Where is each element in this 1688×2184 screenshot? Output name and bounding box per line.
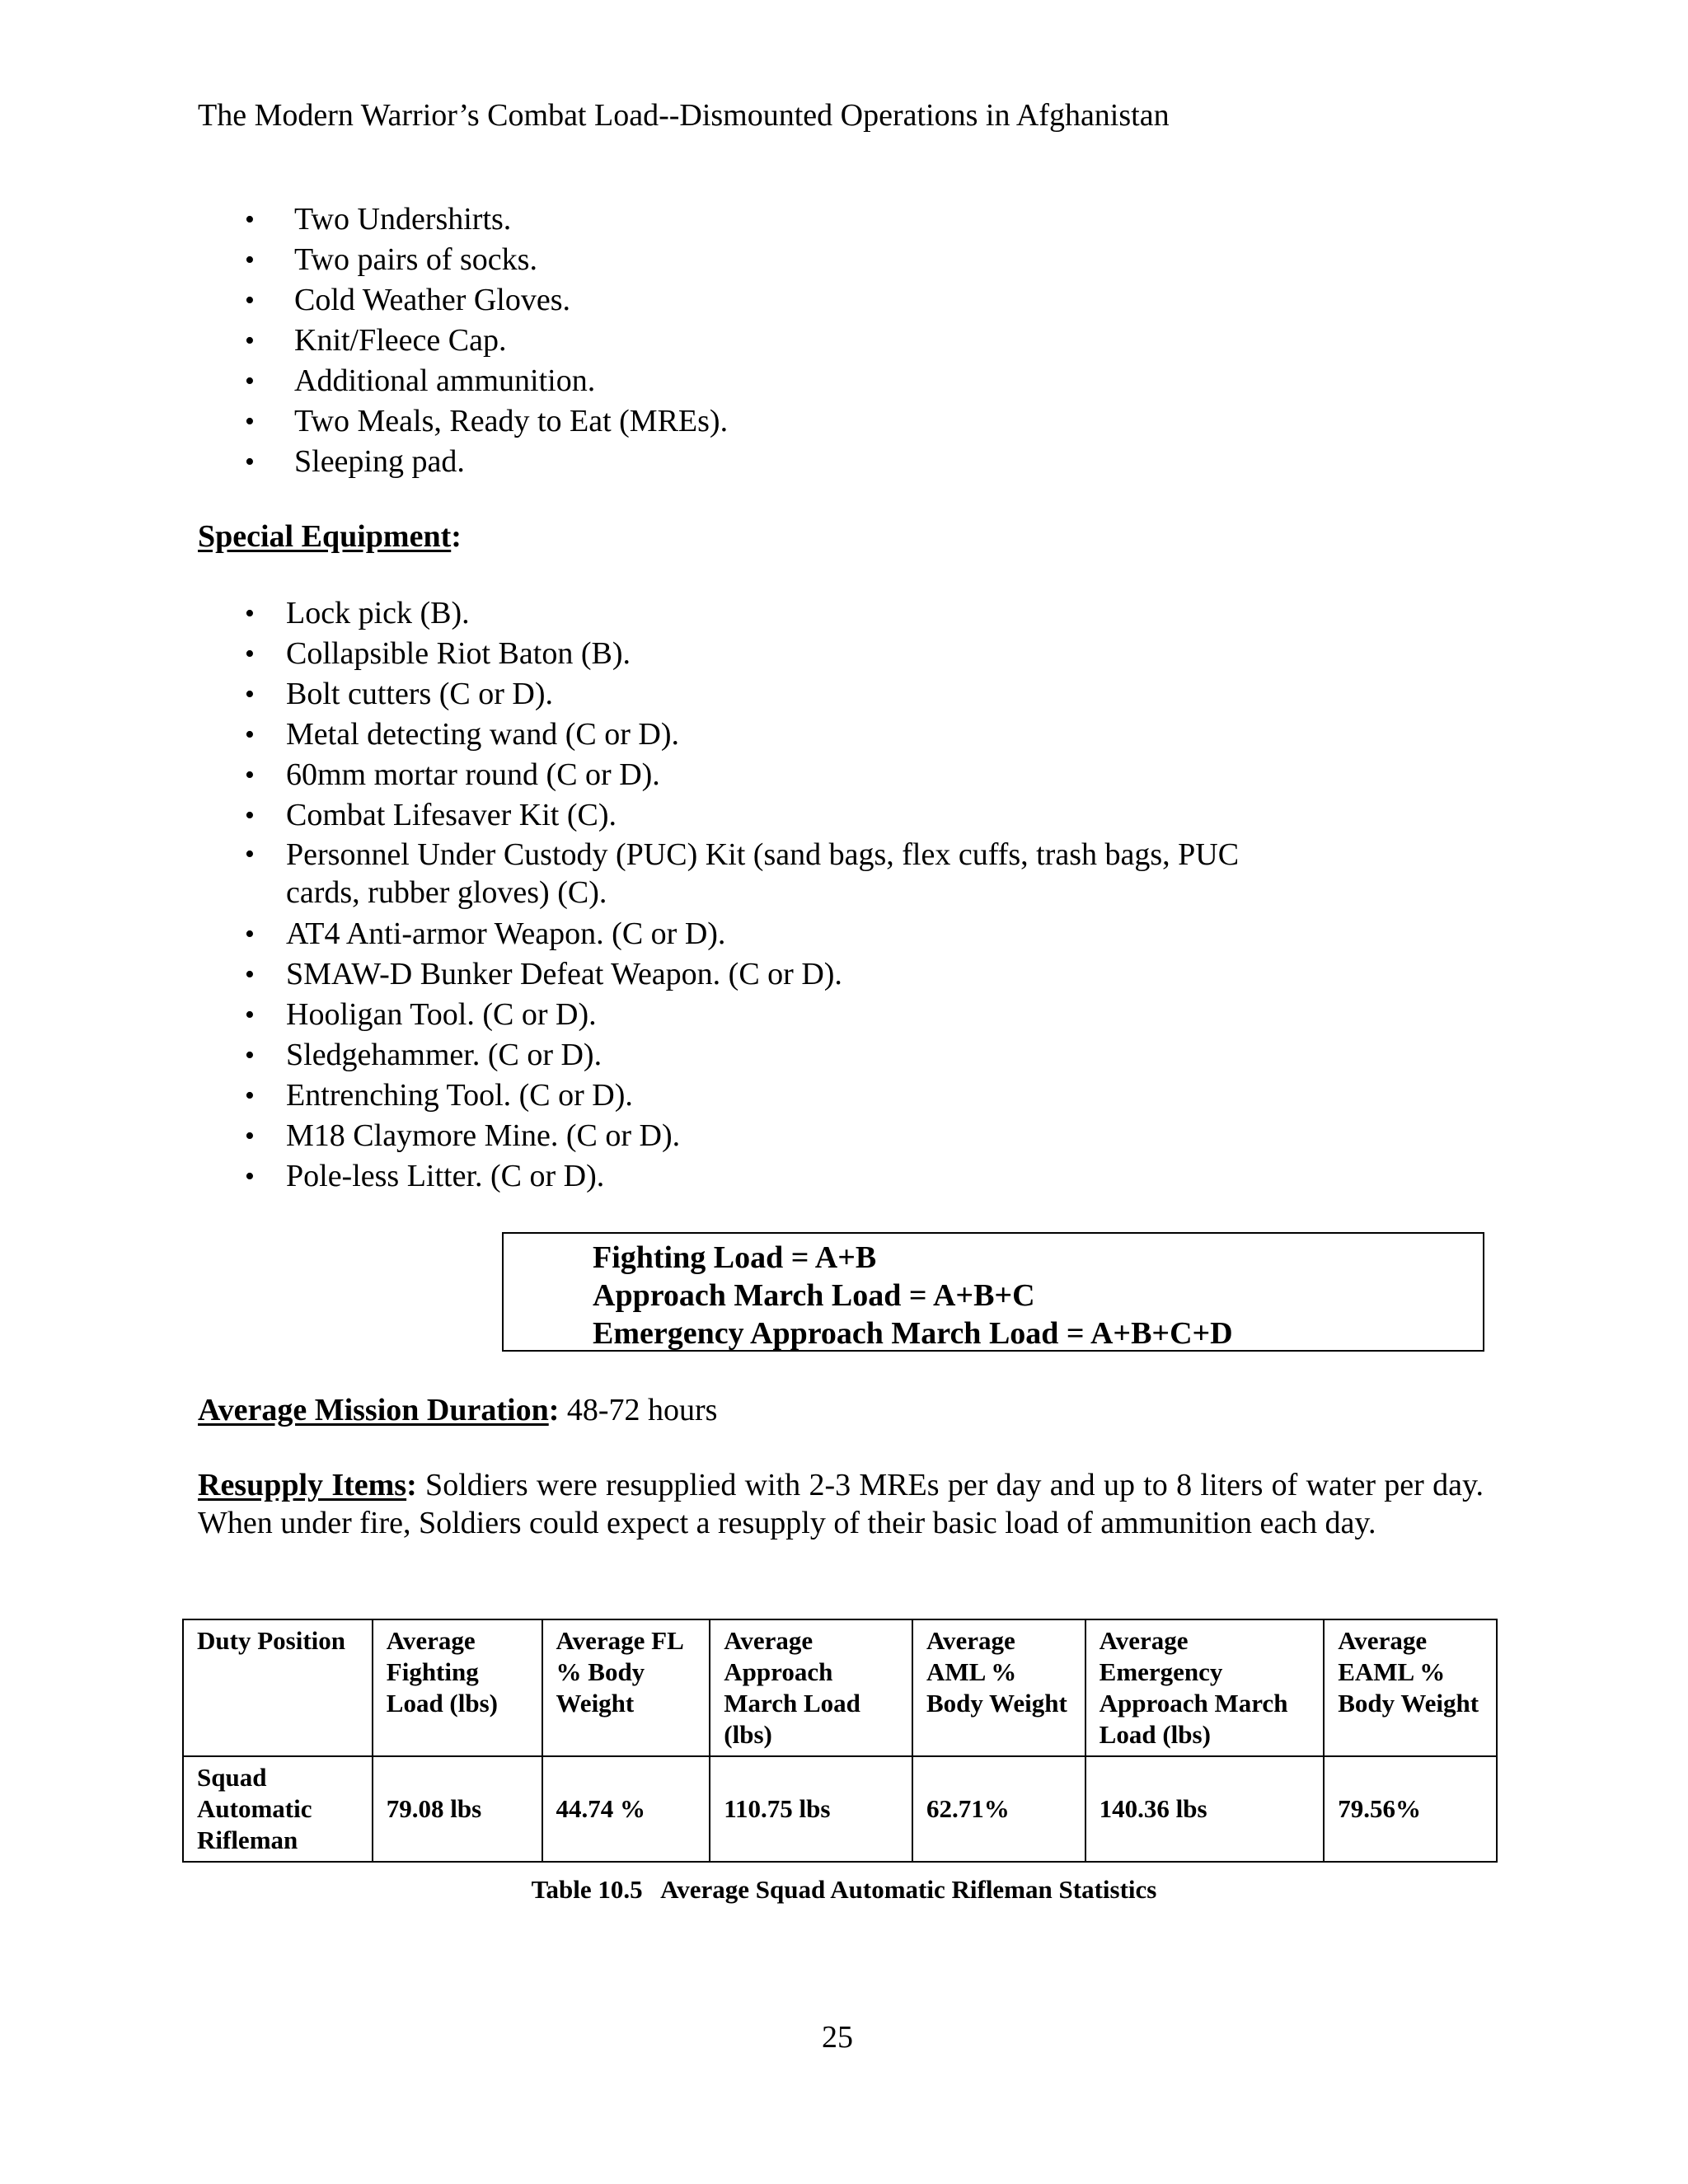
table-header-cell: Duty Position [183,1619,373,1756]
table-header-row [183,1619,1497,1756]
running-header: The Modern Warrior’s Combat Load--Dismounted Operations in Afghanistan [198,98,1170,133]
table-header-cell: Average Approach March Load (lbs) [710,1619,912,1756]
resupply-paragraph: Resupply Items: Soldiers were resupplied with 2-3 MREs per day and up to 8 liters of water per day. When under fire, Soldiers could expect a resupply of their basic load of ammunition each day. [198,1468,1484,1540]
table-cell: 140.36 lbs [1085,1756,1325,1862]
fighting-load-formula: Fighting Load = A+B [593,1240,877,1275]
bullet-icon: • [245,1040,255,1071]
bullet-icon: • [245,1161,255,1192]
list-item: • Sleeping pad. [245,442,1401,482]
resupply-label: Resupply Items [198,1468,407,1502]
table-header-cell: Average FL % Body Weight [542,1619,710,1756]
bullet-icon: • [245,1000,255,1030]
mission-duration-label: Average Mission Duration [198,1393,549,1427]
emergency-approach-march-load-formula: Emergency Approach March Load = A+B+C+D [593,1316,1233,1351]
table-header-cell: Average Fighting Load (lbs) [373,1619,542,1756]
table-row [183,1756,1497,1862]
bullet-icon: • [245,639,255,669]
list-item: • Two pairs of socks. [245,240,1401,280]
table-cell: 62.71% [912,1756,1085,1862]
approach-march-load-formula: Approach March Load = A+B+C [593,1278,1035,1313]
table-header-cell: Average AML % Body Weight [912,1619,1085,1756]
list-item: • Hooligan Tool. (C or D). [245,995,1278,1035]
bullet-icon: • [245,719,255,750]
bullet-icon: • [245,760,255,790]
special-equipment-list [0,593,1278,1197]
table-caption: Table 10.5 Average Squad Automatic Rifleman Statistics [531,1875,1157,1904]
list-item: • Sledgehammer. (C or D). [245,1035,1278,1076]
table-cell: 79.08 lbs [373,1756,542,1862]
table-cell: 110.75 lbs [710,1756,912,1862]
list-item: • Entrenching Tool. (C or D). [245,1076,1278,1116]
rifleman-statistics-table [182,1619,1498,1863]
list-item: • Two Meals, Ready to Eat (MREs). [245,401,1401,442]
list-item: • Metal detecting wand (C or D). [245,715,1278,755]
bullet-icon: • [245,959,255,990]
load-formula-box [502,1232,1484,1352]
special-equipment-heading: Special Equipment: [198,519,462,554]
mission-duration-paragraph: Average Mission Duration: 48-72 hours [198,1393,718,1427]
page-number: 25 [822,2020,853,2055]
bullet-icon: • [245,245,255,275]
bullet-icon: • [245,839,255,869]
list-item: • Lock pick (B). [245,593,1278,634]
bullet-icon: • [245,679,255,710]
clothing-list [0,199,1401,482]
list-item: • Knit/Fleece Cap. [245,321,1401,361]
list-item: • M18 Claymore Mine. (C or D). [245,1116,1278,1156]
bullet-icon: • [245,447,255,477]
list-item: • Additional ammunition. [245,361,1401,401]
bullet-icon: • [245,1080,255,1111]
bullet-icon: • [245,1121,255,1151]
table-header-cell: Average EAML % Body Weight [1324,1619,1497,1756]
mission-duration-value: 48-72 hours [559,1393,718,1427]
list-item: • Collapsible Riot Baton (B). [245,634,1278,674]
bullet-icon: • [245,366,255,396]
list-item: • Bolt cutters (C or D). [245,674,1278,715]
list-item: • Cold Weather Gloves. [245,280,1401,321]
list-item: • AT4 Anti-armor Weapon. (C or D). [245,914,1278,954]
list-item: • Two Undershirts. [245,199,1401,240]
bullet-icon: • [245,326,255,356]
bullet-icon: • [245,204,255,235]
list-item: • Combat Lifesaver Kit (C). [245,795,1278,836]
bullet-icon: • [245,800,255,831]
table-cell: 44.74 % [542,1756,710,1862]
table-header-cell: Average Emergency Approach March Load (lbs) [1085,1619,1325,1756]
bullet-icon: • [245,406,255,437]
table-cell: 79.56% [1324,1756,1497,1862]
table-cell: Squad Automatic Rifleman [183,1756,373,1862]
list-item: • 60mm mortar round (C or D). [245,755,1278,795]
bullet-icon: • [245,598,255,629]
list-item: • Pole-less Litter. (C or D). [245,1156,1278,1197]
bullet-icon: • [245,285,255,316]
resupply-text: Soldiers were resupplied with 2-3 MREs per day and up to 8 liters of water per day. When under fire, Soldiers could expect a resupply of their basic load of ammunition each day. [198,1468,1484,1540]
list-item: • Personnel Under Custody (PUC) Kit (sand bags, flex cuffs, trash bags, PUC cards, rubber gloves) (C). [245,837,1240,910]
list-item: • SMAW-D Bunker Defeat Weapon. (C or D). [245,954,1278,995]
bullet-icon: • [245,919,255,949]
